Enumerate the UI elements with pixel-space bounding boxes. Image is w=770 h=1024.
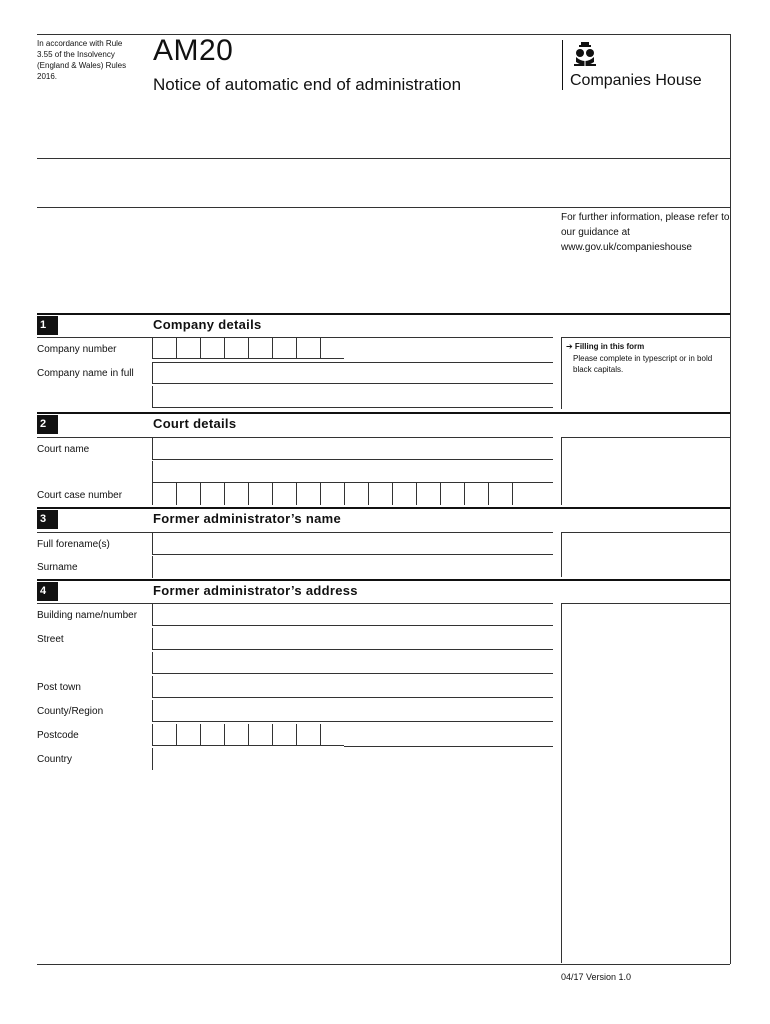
court-name-label: Court name [37, 444, 90, 455]
surname-input[interactable] [152, 556, 553, 578]
country-input[interactable] [152, 748, 553, 770]
company-number-input[interactable] [152, 337, 344, 359]
section-2-side-rule [561, 437, 730, 438]
county-input[interactable] [152, 700, 553, 722]
street-label: Street [37, 634, 64, 645]
section-2-number: 2 [37, 415, 58, 434]
hint-top-rule [561, 337, 730, 338]
court-name-input-1[interactable] [152, 438, 553, 460]
post-town-label: Post town [37, 682, 81, 693]
section-4-side-rule [561, 603, 730, 604]
hint-body: Please complete in typescript or in bold black capitals. [573, 354, 713, 374]
section-3-side-vrule [561, 532, 562, 577]
section-4-rule [37, 579, 730, 581]
section-3-title: Former administrator’s name [153, 511, 341, 526]
section-2-side-vrule [561, 437, 562, 505]
section-3-number: 3 [37, 510, 58, 529]
building-label: Building name/number [37, 610, 138, 621]
section-4-side-vrule [561, 603, 562, 963]
header-rule-1 [37, 158, 730, 159]
form-title: Notice of automatic end of administration [153, 75, 462, 94]
company-name-input-2[interactable] [152, 386, 553, 408]
section-2-rule [37, 412, 730, 414]
court-case-number-input[interactable] [152, 483, 536, 505]
section-4-title: Former administrator’s address [153, 583, 358, 598]
version-label: 04/17 Version 1.0 [561, 972, 632, 982]
forename-input[interactable] [152, 533, 553, 555]
crest-icon [571, 40, 599, 70]
street-input-2[interactable] [152, 652, 553, 674]
post-town-input[interactable] [152, 676, 553, 698]
court-case-label: Court case number [37, 490, 123, 501]
form-code: AM20 [153, 34, 234, 67]
company-number-label: Company number [37, 344, 117, 355]
further-info: For further information, please refer to our guidance at www.gov.uk/companieshouse [561, 212, 730, 253]
forename-label: Full forename(s) [37, 539, 110, 550]
companies-house-logo [562, 38, 730, 90]
section-3-side-rule [561, 532, 730, 533]
section-4-number: 4 [37, 582, 58, 601]
company-name-input-1[interactable] [152, 362, 553, 384]
header-rule-2 [37, 207, 730, 208]
surname-label: Surname [37, 562, 78, 573]
postcode-input[interactable] [152, 724, 344, 746]
postcode-label: Postcode [37, 730, 79, 741]
section-1-rule [37, 313, 730, 315]
postcode-underline [344, 746, 553, 747]
logo-divider [562, 40, 563, 90]
section-1-title: Company details [153, 317, 262, 332]
bottom-rule [37, 964, 730, 965]
building-input[interactable] [152, 604, 553, 626]
page-right-border [730, 34, 731, 964]
section-3-rule [37, 507, 730, 509]
top-rule [37, 34, 730, 35]
hint-title: ➔ Filling in this form [566, 342, 645, 351]
rule-note: In accordance with Rule 3.55 of the Insolvency (England & Wales) Rules 2016. [37, 39, 127, 81]
logo-text: Companies House [570, 72, 702, 89]
section-2-title: Court details [153, 416, 237, 431]
section-1-number: 1 [37, 316, 58, 335]
country-label: Country [37, 754, 73, 765]
company-name-label: Company name in full [37, 368, 134, 379]
hint-left-rule [561, 337, 562, 409]
county-label: County/Region [37, 706, 104, 717]
court-name-input-2[interactable] [152, 461, 553, 483]
street-input-1[interactable] [152, 628, 553, 650]
